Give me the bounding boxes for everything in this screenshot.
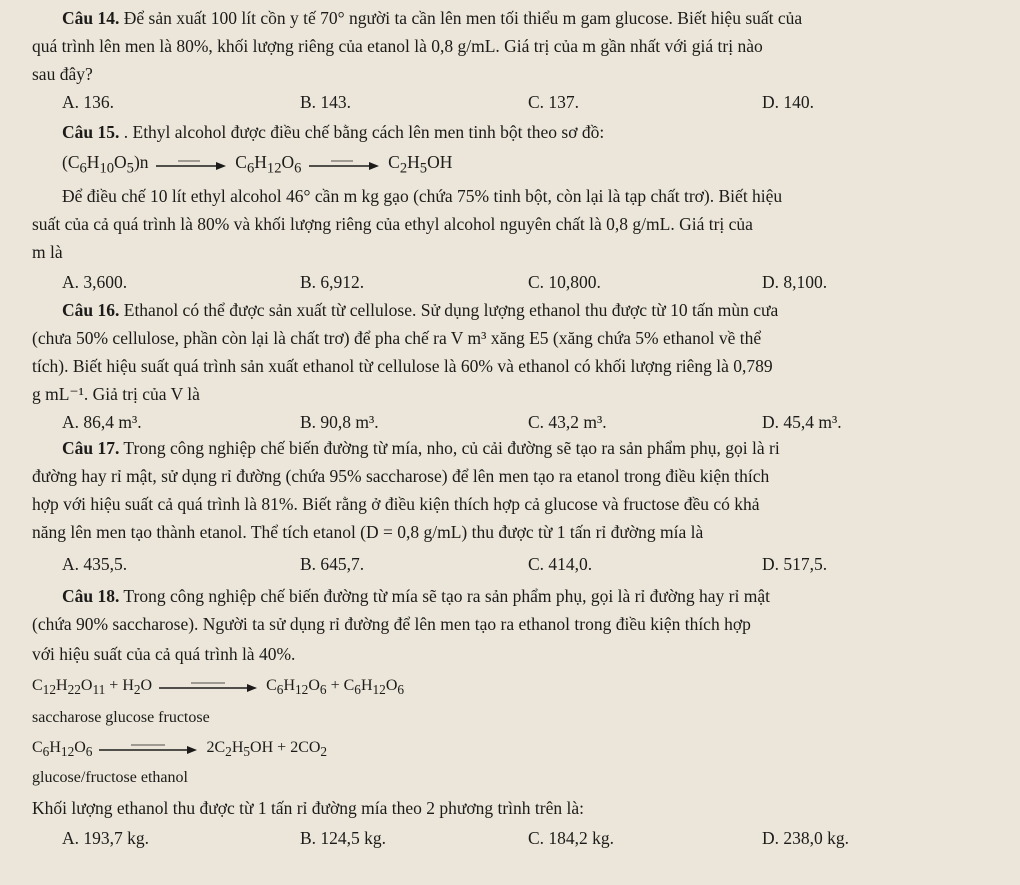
q15-scheme: [62, 150, 452, 181]
q15-line-3: suất của cả quá trình là 80% và khối lượng riêng của ethyl alcohol nguyên chất là 0,8 g/mL. Giá trị của: [32, 214, 753, 234]
q18-eq2-right: $2C_2H_5OH + 2CO_2$: [206, 739, 328, 760]
q16-option-b: B. 90,8 m³.: [300, 412, 379, 432]
q15-scheme-mid: $C_6H_{12}O_6$: [235, 152, 302, 177]
q15-line-4: m là: [32, 242, 63, 262]
q18-option-a: A. 193,7 kg.: [62, 828, 150, 848]
reaction-arrow-icon: [309, 157, 381, 171]
q15-option-b: B. 6,912.: [300, 272, 365, 292]
q16-option-a: A. 86,4 m³.: [62, 412, 142, 432]
q14-option-d: D. 140.: [762, 92, 815, 112]
q18-equation-2: [32, 736, 327, 764]
q18-option-d: D. 238,0 kg.: [762, 828, 850, 848]
q18-eq1-left: $C_{12}H_{22}O_{11} + H_2O$: [32, 677, 153, 698]
q17-line-4: năng lên men tạo thành etanol. Thể tích etanol (D = 0,8 g/mL) thu được từ 1 tấn rỉ đường mía là: [32, 522, 704, 542]
q18-option-b: B. 124,5 kg.: [300, 828, 387, 848]
reaction-arrow-icon: [156, 157, 228, 171]
q14-line-2: quá trình lên men là 80%, khối lượng riêng của etanol là 0,8 g/mL. Giá trị của m gần nhất với giá trị nào: [32, 36, 763, 56]
q18-line-2: (chứa 90% saccharose). Người ta sử dụng rỉ đường để lên men tạo ra ethanol trong điều kiện thích hợp: [32, 614, 751, 634]
q17-option-d: D. 517,5.: [762, 554, 828, 574]
q17-line-2: đường hay rỉ mật, sử dụng rỉ đường (chứa 95% saccharose) để lên men tạo ra etanol trong điều kiện thích: [32, 466, 770, 486]
q14-option-c: C. 137.: [528, 92, 580, 112]
q17-line-1: Câu 17. Trong công nghiệp chế biến đường từ mía, nho, củ cải đường sẽ tạo ra sản phẩm phụ, gọi là ri: [62, 438, 780, 458]
q18-eq1-caption: saccharose glucose fructose: [32, 709, 210, 726]
q14-option-a: A. 136.: [62, 92, 115, 112]
q16-line-4: g mL⁻¹. Giả trị của V là: [32, 384, 200, 404]
q14-option-b: B. 143.: [300, 92, 352, 112]
q18-line-4: Khối lượng ethanol thu được từ 1 tấn rỉ đường mía theo 2 phương trình trên là:: [32, 798, 584, 818]
q15-option-a: A. 3,600.: [62, 272, 128, 292]
q16-line-1: Câu 16. Ethanol có thể được sản xuất từ cellulose. Sử dụng lượng ethanol thu được từ 10 tấn mùn cưa: [62, 300, 779, 320]
q18-option-c: C. 184,2 kg.: [528, 828, 615, 848]
q17-option-a: A. 435,5.: [62, 554, 128, 574]
q18-eq2-left: $C_6H_{12}O_6$: [32, 739, 93, 760]
q16-line-3: tích). Biết hiệu suất quá trình sản xuất ethanol từ cellulose là 60% và ethanol có khối lượng riêng là 0,789: [32, 356, 773, 376]
q14-line-3: sau đây?: [32, 64, 93, 84]
q18-equation-1: [32, 674, 404, 702]
question-number: Câu 15.: [62, 122, 120, 142]
q17-line-3: hợp với hiệu suất cả quá trình là 81%. Biết rằng ở điều kiện thích hợp cả glucose và fructose đều có khả: [32, 494, 760, 514]
q17-option-b: B. 645,7.: [300, 554, 365, 574]
question-number: Câu 18.: [62, 586, 120, 606]
q15-option-c: C. 10,800.: [528, 272, 601, 292]
q15-line-1: Câu 15. . Ethyl alcohol được điều chế bằng cách lên men tinh bột theo sơ đồ:: [62, 122, 605, 142]
q14-line-1: Câu 14. Để sản xuất 100 lít cồn y tế 70° người ta cần lên men tối thiểu m gam glucose. Biết hiệu suất của: [62, 8, 803, 28]
q18-line-1: Câu 18. Trong công nghiệp chế biến đường từ mía sẽ tạo ra sản phẩm phụ, gọi là rỉ đường hay rỉ mật: [62, 586, 770, 606]
reaction-arrow-icon: [99, 741, 199, 755]
q18-line-3: với hiệu suất của cả quá trình là 40%.: [32, 644, 296, 664]
q15-line-2: Để điều chế 10 lít ethyl alcohol 46° cần m kg gạo (chứa 75% tinh bột, còn lại là tạp chất trơ). Biết hiệu: [62, 186, 783, 206]
question-number: Câu 14.: [62, 8, 120, 28]
q16-line-2: (chưa 50% cellulose, phần còn lại là chất trơ) để pha chế ra V m³ xăng E5 (xăng chứa 5% ethanol về thể: [32, 328, 762, 348]
q15-scheme-end: $C_2H_5OH$: [388, 152, 453, 177]
q18-eq2-caption: glucose/fructose ethanol: [32, 769, 188, 786]
q15-scheme-start: $(C_6H_{10}O_5)n$: [62, 152, 149, 177]
q15-option-d: D. 8,100.: [762, 272, 828, 292]
q16-option-d: D. 45,4 m³.: [762, 412, 842, 432]
q16-option-c: C. 43,2 m³.: [528, 412, 607, 432]
question-number: Câu 16.: [62, 300, 120, 320]
reaction-arrow-icon: [159, 679, 259, 693]
q18-eq1-right: $C_6H_{12}O_6 + C_6H_{12}O_6$: [266, 677, 405, 698]
question-number: Câu 17.: [62, 438, 120, 458]
q17-option-c: C. 414,0.: [528, 554, 593, 574]
